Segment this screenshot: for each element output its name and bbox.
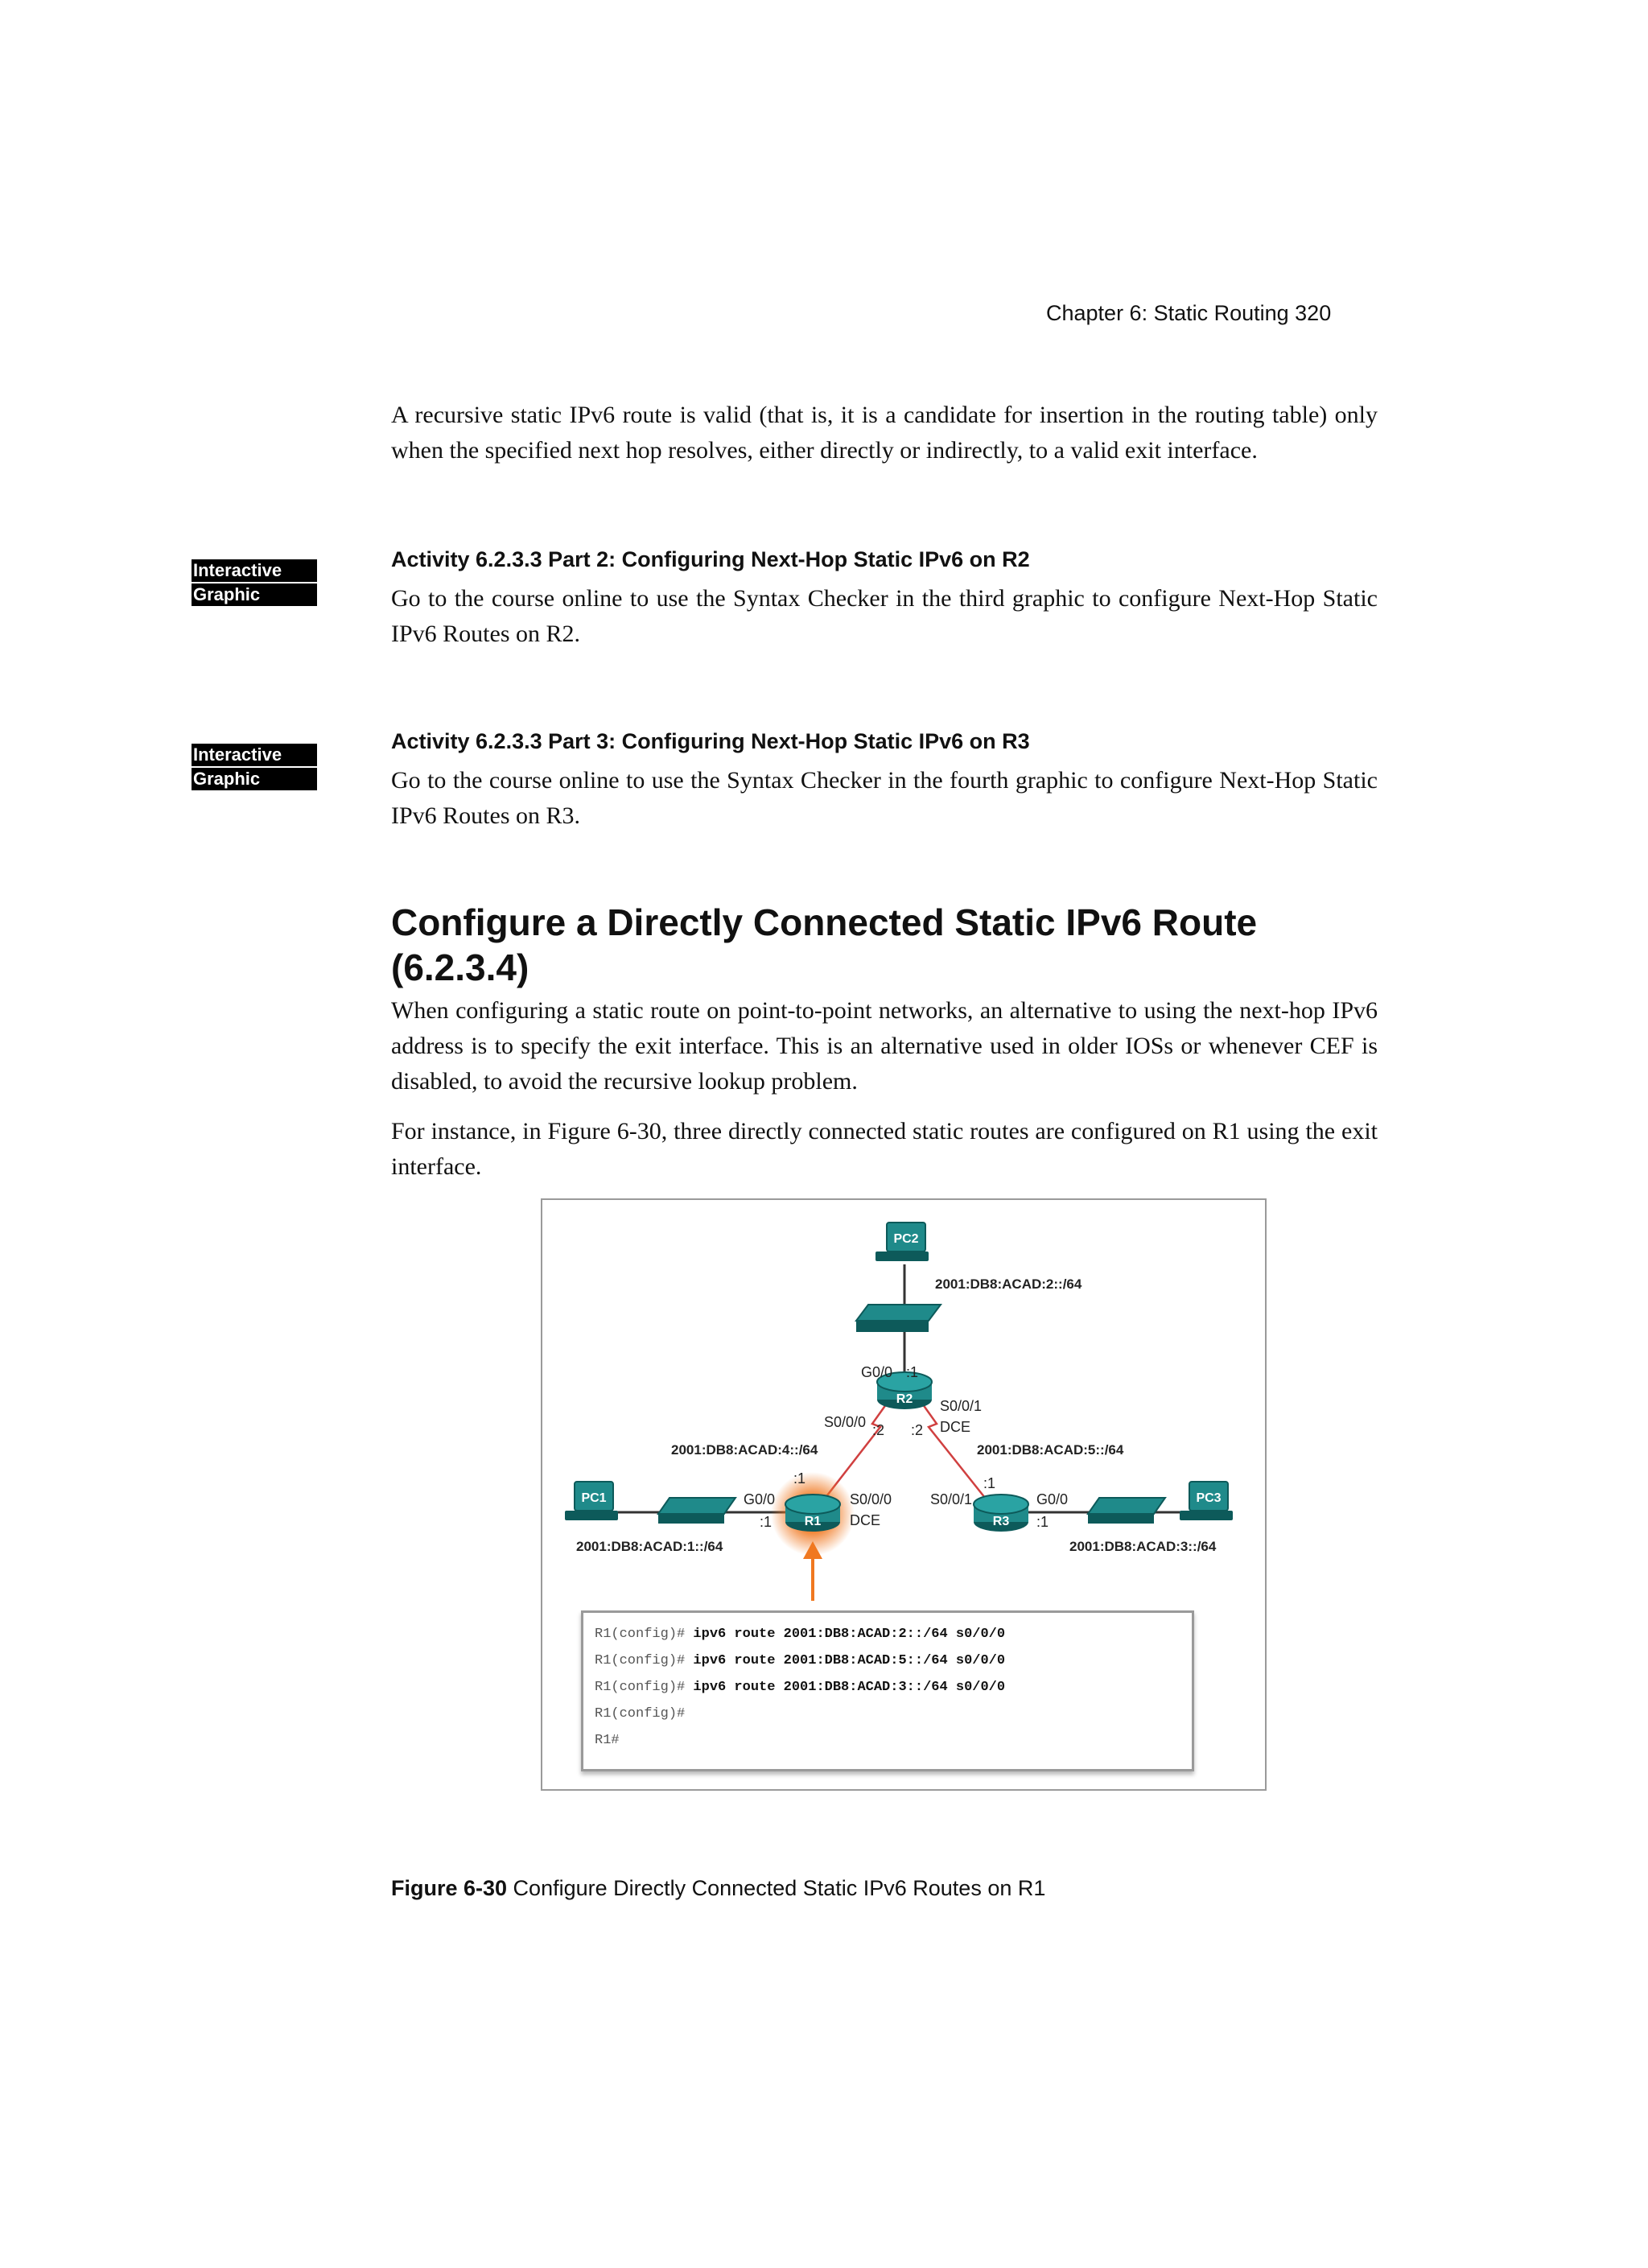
activity-title: Activity 6.2.3.3 Part 3: Configuring Next-Hop Static IPv6 on R3 — [391, 729, 1030, 753]
pc2-label: PC2 — [893, 1232, 919, 1246]
tag-line: Graphic — [192, 583, 317, 606]
intro-paragraph: A recursive static IPv6 route is valid (that is, it is a candidate for insertion in the routing table) only when the specified next hop resolves, either directly or indirectly, to a valid exit interface. — [391, 402, 1378, 464]
interface-label: S0/0/0 — [824, 1414, 867, 1430]
figure-number: Figure 6-30 — [391, 1876, 508, 1900]
interface-label: S0/0/1 — [930, 1491, 973, 1507]
interface-label: :1 — [906, 1364, 919, 1380]
cli-line: R1(config)# ipv6 route 2001:DB8:ACAD:2::/64 s0/0/0 — [595, 1627, 1006, 1642]
tag-line: Interactive — [192, 744, 317, 766]
interface-label: :2 — [911, 1422, 924, 1438]
cli-line: R1(config)# — [595, 1706, 686, 1722]
switch-icon — [658, 1498, 735, 1524]
interface-label: S0/0/0 — [850, 1491, 892, 1507]
network-label: 2001:DB8:ACAD:2::/64 — [935, 1276, 1082, 1292]
section-paragraph: For instance, in Figure 6-30, three directly connected static routes are configured on R1 using the exit interface. — [391, 1118, 1378, 1180]
network-label: 2001:DB8:ACAD:4::/64 — [671, 1442, 818, 1458]
figure-caption — [391, 1876, 1378, 1901]
interface-label: :2 — [872, 1422, 885, 1438]
interface-label: :1 — [1036, 1514, 1049, 1530]
network-label: 2001:DB8:ACAD:1::/64 — [576, 1539, 723, 1554]
switch-icon — [1088, 1498, 1165, 1524]
section-heading: Configure a Directly Connected Static IPv6 Route (6.2.3.4) — [391, 901, 1258, 988]
pc3-label: PC3 — [1196, 1491, 1222, 1505]
cli-line: R1(config)# ipv6 route 2001:DB8:ACAD:5::/64 s0/0/0 — [595, 1653, 1006, 1668]
pc1-label: PC1 — [581, 1491, 607, 1505]
interface-label: :1 — [983, 1475, 996, 1491]
interface-label: :1 — [760, 1514, 772, 1530]
r1-label: R1 — [804, 1515, 822, 1528]
tag-line: Graphic — [192, 768, 317, 790]
interface-label: S0/0/1 — [940, 1398, 983, 1414]
pc2-icon — [876, 1223, 929, 1261]
interface-label: G0/0 — [861, 1364, 893, 1380]
interactive-graphic-tag — [192, 559, 317, 608]
r3-router-icon — [974, 1495, 1028, 1532]
activity-body: Go to the course online to use the Syntax Checker in the third graphic to configure Next-Hop Static IPv6 Routes on R2. — [391, 585, 1378, 647]
running-header: Chapter 6: Static Routing 320 — [1046, 301, 1332, 325]
cli-line: R1(config)# ipv6 route 2001:DB8:ACAD:3::/64 s0/0/0 — [595, 1680, 1006, 1695]
pc3-icon — [1180, 1482, 1233, 1520]
section-paragraph: When configuring a static route on point-to-point networks, an alternative to using the next-hop IPv6 address is to specify the exit interface. This is an alternative used in older IOSs or whenever CEF is disabled, to avoid the recursive lookup problem. — [391, 997, 1378, 1095]
r2-label: R2 — [896, 1392, 913, 1406]
interface-label: G0/0 — [744, 1491, 776, 1507]
network-label: 2001:DB8:ACAD:5::/64 — [977, 1442, 1124, 1458]
switch-icon — [856, 1305, 941, 1332]
interface-label: G0/0 — [1036, 1491, 1069, 1507]
tag-line: Interactive — [192, 559, 317, 582]
interactive-graphic-tag — [192, 744, 317, 792]
topology-figure — [541, 1198, 1267, 1791]
figure-caption-text: Configure Directly Connected Static IPv6 Routes on R1 — [507, 1876, 1046, 1900]
network-label: 2001:DB8:ACAD:3::/64 — [1069, 1539, 1217, 1554]
activity-title: Activity 6.2.3.3 Part 2: Configuring Next-Hop Static IPv6 on R2 — [391, 547, 1030, 571]
cli-output — [581, 1610, 1194, 1771]
interface-label: DCE — [850, 1512, 881, 1528]
interface-label: :1 — [793, 1470, 806, 1487]
cli-line: R1# — [595, 1733, 620, 1748]
activity-body: Go to the course online to use the Syntax Checker in the fourth graphic to configure Next-Hop Static IPv6 Routes on R3. — [391, 767, 1378, 829]
interface-label: DCE — [940, 1419, 971, 1435]
r3-label: R3 — [992, 1515, 1010, 1528]
pc1-icon — [565, 1482, 618, 1520]
